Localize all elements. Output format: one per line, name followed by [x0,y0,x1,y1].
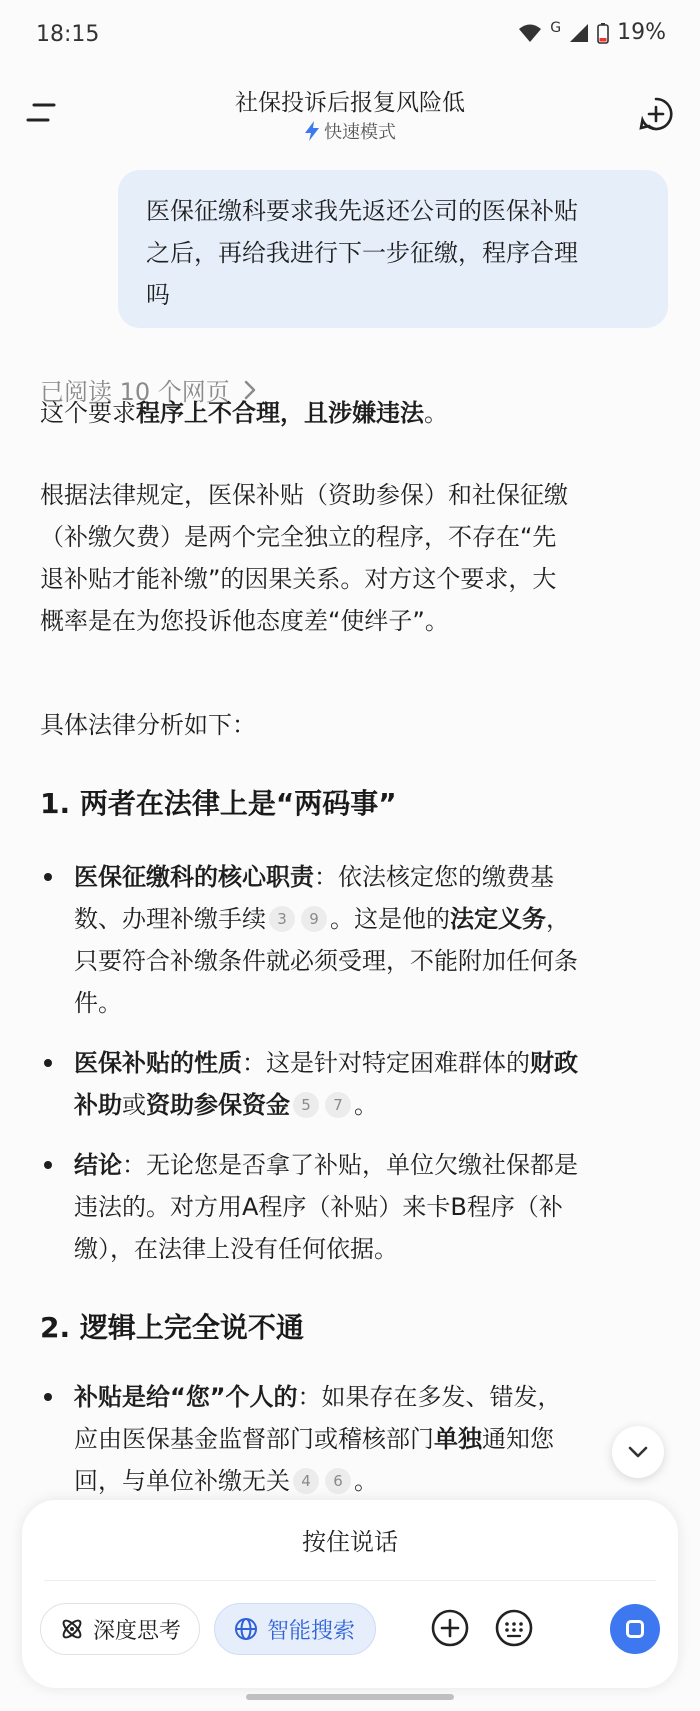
deep-think-label: 深度思考 [93,1618,182,1644]
keyboard-button[interactable] [490,1604,538,1652]
hold-to-talk-button[interactable]: 按住说话 [302,1528,398,1556]
keyboard-icon [494,1608,534,1648]
signal-icon [569,23,589,43]
bullet-text: ：依法核定您的缴费基 [314,863,554,891]
paragraph-line: （补缴欠费）是两个完全独立的程序，不存在“先 [40,523,557,551]
new-chat-button[interactable] [638,96,674,132]
intro-bold: 程序上不合理，且涉嫌违法 [136,399,424,427]
section-heading-1: 1. 两者在法律上是“两码事” [40,787,397,820]
network-type: G [550,19,562,36]
add-attachment-button[interactable] [426,1604,474,1652]
bullet-bold: 补助 [74,1091,122,1119]
bullet-bold: 医保征缴科的核心职责 [74,863,314,891]
battery-icon [597,22,609,44]
bullet-text: 缴），在法律上没有任何依据。 [74,1235,398,1263]
bullet-bold: 医保补贴的性质 [74,1049,242,1077]
user-message-line: 之后，再给我进行下一步征缴，程序合理 [146,239,578,267]
answer-paragraph [40,474,662,642]
bullet-text: ：这是针对特定困难群体的 [242,1049,530,1077]
bullet-item [40,1144,664,1270]
deep-think-toggle[interactable] [40,1603,200,1655]
smart-search-label: 智能搜索 [267,1618,356,1644]
new-chat-icon [638,96,674,132]
intro-text: 这个要求 [40,399,136,427]
scroll-to-bottom-button[interactable] [612,1426,664,1478]
bullet-text: 件。 [74,989,122,1017]
bullet-bold: 财政 [530,1049,578,1077]
bullet-item [40,1376,664,1502]
citation-badge[interactable]: 3 [269,906,295,932]
section-heading-2: 2. 逻辑上完全说不通 [40,1311,304,1344]
bullet-text: 。 [354,1091,378,1119]
bullet-bold: 单独 [434,1425,482,1453]
plus-circle-icon [430,1608,470,1648]
read-pages-label: 已阅读 10 个网页 [40,378,230,406]
mode-label: 快速模式 [324,122,396,143]
bullet-text: 或 [122,1091,146,1119]
mode-indicator[interactable] [0,118,700,144]
bullet-text: ， [546,905,570,933]
citation-badge[interactable]: 4 [293,1468,319,1494]
answer-intro [40,392,662,434]
citation-badge[interactable]: 5 [293,1092,319,1118]
bullet-text: 回，与单位补缴无关 [74,1467,290,1495]
home-indicator[interactable] [246,1694,454,1700]
citation-badge[interactable]: 6 [325,1468,351,1494]
bullet-bold: 结论 [74,1151,122,1179]
composer-panel [22,1500,678,1688]
citation-badge[interactable]: 7 [325,1092,351,1118]
paragraph-line: 根据法律规定，医保补贴（资助参保）和社保征缴 [40,481,568,509]
paragraph-line: 退补贴才能补缴”的因果关系。对方这个要求，大 [40,565,557,593]
bullet-text: ：如果存在多发、错发， [297,1383,562,1411]
analysis-label: 具体法律分析如下： [40,711,256,739]
lightning-icon [304,121,320,141]
bullet-item [40,856,664,1024]
battery-level: 19% [617,20,666,45]
status-time: 18:15 [36,22,100,47]
wifi-icon [518,23,542,43]
bullet-text: 。这是他的 [330,905,450,933]
user-message-line: 吗 [146,281,170,309]
composer-divider [44,1580,656,1581]
bullet-text: ：无论您是否拿了补贴，单位欠缴社保都是 [122,1151,578,1179]
user-message-bubble[interactable] [118,170,668,328]
stop-button[interactable] [610,1604,660,1654]
user-message-line: 医保征缴科要求我先返还公司的医保补贴 [146,197,578,225]
bullet-text: 。 [354,1467,378,1495]
bullet-text: 应由医保基金监督部门或稽核部门 [74,1425,434,1453]
paragraph-line: 概率是在为您投诉他态度差“使绊子”。 [40,607,449,635]
bullet-bold: 资助参保资金 [146,1091,290,1119]
status-icons [518,20,666,45]
bullet-text: 数、办理补缴手续 [74,905,266,933]
bullet-text: 只要符合补缴条件就必须受理，不能附加任何条 [74,947,578,975]
bullet-text: 违法的。对方用A程序（补贴）来卡B程序（补 [74,1193,563,1221]
status-bar [0,0,700,72]
stop-icon [626,1620,644,1638]
smart-search-toggle[interactable] [214,1603,376,1655]
chevron-down-icon [627,1445,649,1459]
bullet-bold: 补贴是给“您”个人的 [74,1383,298,1411]
bullet-text: 通知您 [482,1425,554,1453]
bullet-item [40,1042,664,1126]
citation-badge[interactable]: 9 [301,906,327,932]
globe-icon [233,1616,259,1642]
atom-icon [59,1616,85,1642]
bullet-bold: 法定义务 [450,905,546,933]
conversation-title[interactable]: 社保投诉后报复风险低 [235,90,465,116]
intro-end: 。 [424,399,448,427]
